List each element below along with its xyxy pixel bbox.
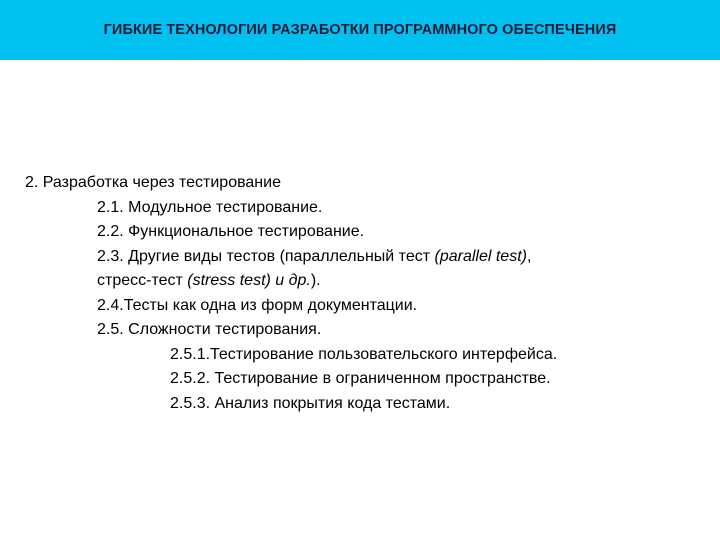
outline-item-2-5: 2.5. Сложности тестирования. [97,321,322,338]
outline-item-2-3-line2 [0,269,720,294]
outline-item-2: 2. Разработка через тестирование [25,174,281,191]
outline-item-2-1: 2.1. Модульное тестирование. [97,198,323,216]
slide-title: ГИБКИЕ ТЕХНОЛОГИИ РАЗРАБОТКИ ПРОГРАММНОГО ОБЕСПЕЧЕНИЯ [103,22,617,38]
slide-header-bar [0,0,720,60]
outline-item-2-3-line1 [0,245,720,270]
outline-item-2-5-1: 2.5.1.Тестирование пользовательского интерфейса. [170,345,558,363]
outline-item-2-3-stress-text: стресс-тест [97,272,188,289]
outline-item-2-3-comma: , [526,247,532,265]
outline-item-2-3-stress-term: (stress test) и др. [187,272,311,289]
outline-item-2-3-english-term: (parallel test) [434,247,527,265]
outline-list [0,171,720,416]
outline-item-2-3-close: ). [310,272,321,289]
outline-item-2-4: 2.4.Тесты как одна из форм документации. [97,296,418,314]
outline-item-2-5-3: 2.5.3. Анализ покрытия кода тестами. [170,394,451,412]
outline-item-2-2: 2.2. Функциональное тестирование. [97,223,365,240]
outline-item-2-3-text: 2.3. Другие виды тестов (параллельный тест [97,247,435,265]
outline-item-2-5-2: 2.5.2. Тестирование в ограниченном пространстве. [170,370,551,387]
